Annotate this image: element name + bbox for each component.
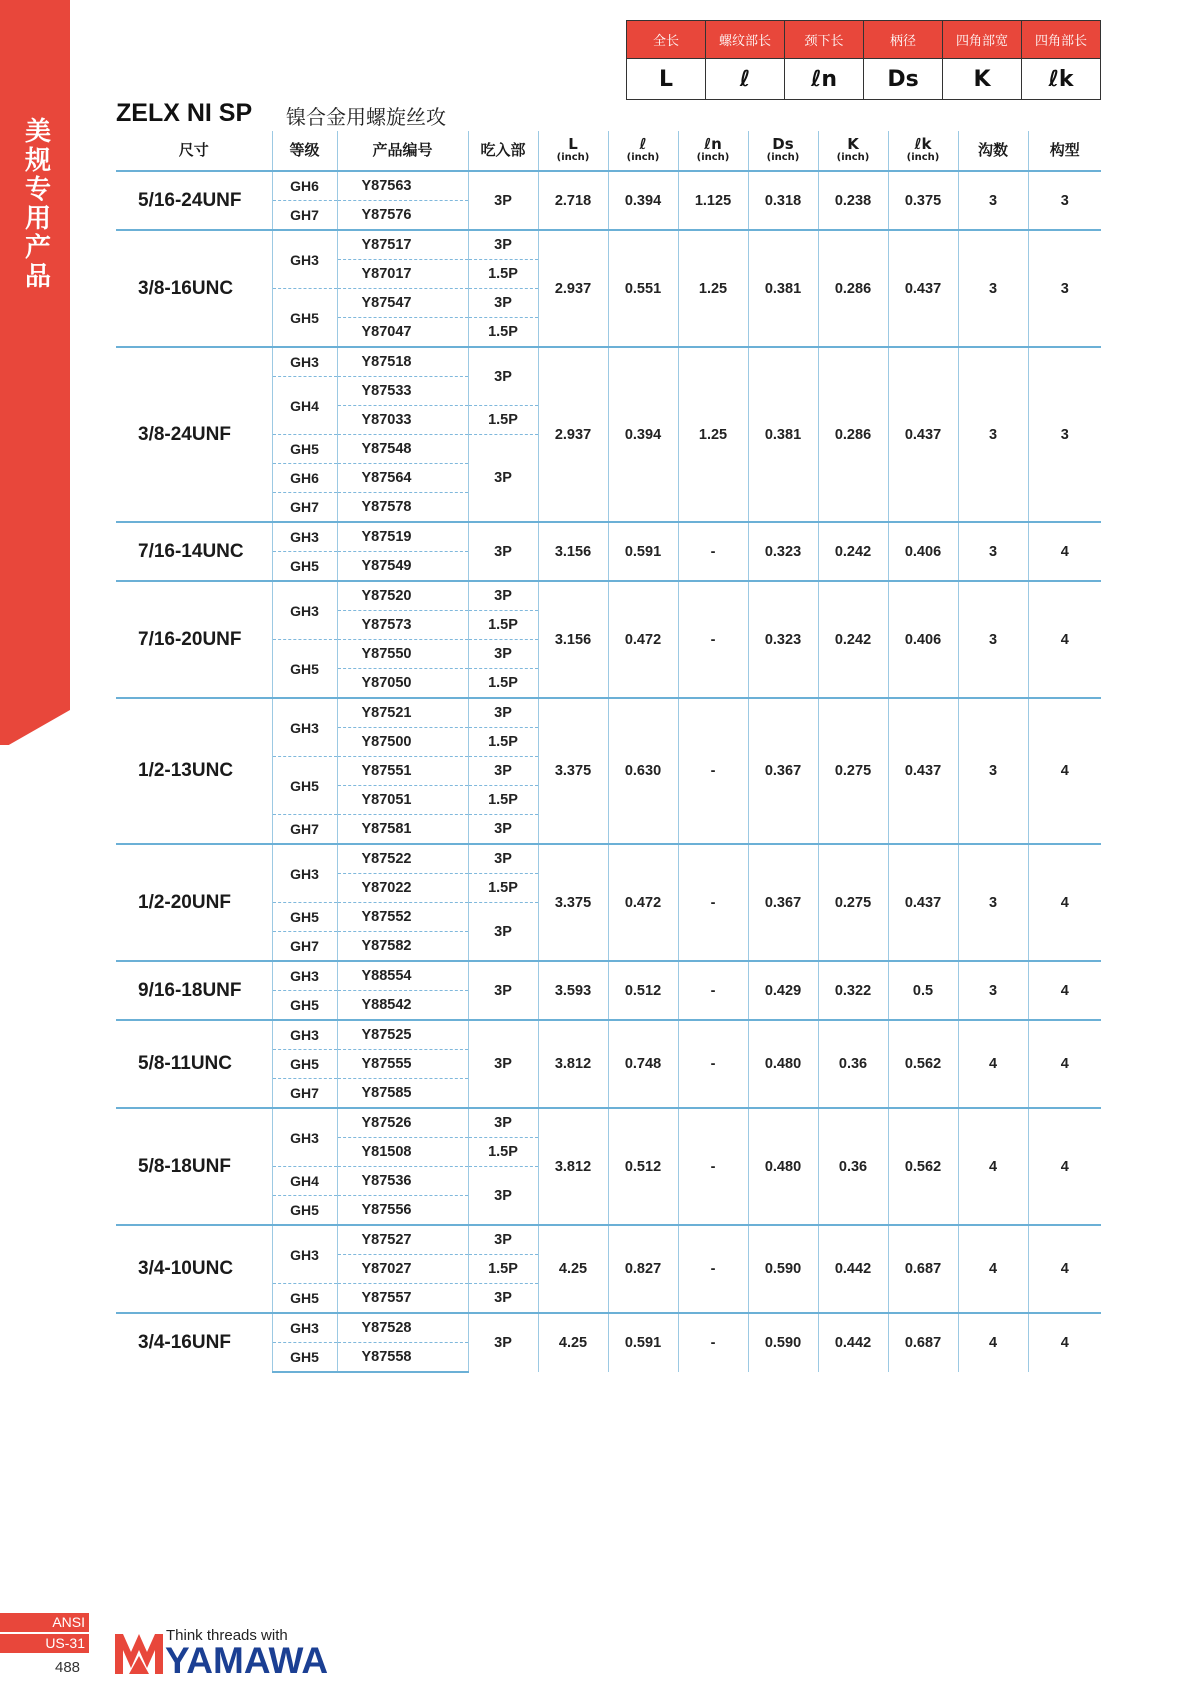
- thread-size: 3/4-10UNC: [116, 1225, 272, 1313]
- chamfer-cell: 1.5P: [468, 669, 538, 699]
- part-number: Y87525: [337, 1020, 468, 1050]
- part-number: Y87557: [337, 1284, 468, 1314]
- column-header-label: K: [847, 134, 859, 153]
- grade-cell: GH5: [272, 903, 337, 932]
- spec-flutes: 3: [958, 230, 1028, 347]
- spec-ds: 0.381: [748, 347, 818, 522]
- part-number: Y87526: [337, 1108, 468, 1138]
- spec-ds: 0.323: [748, 581, 818, 698]
- spec-k: 0.36: [818, 1020, 888, 1108]
- grade-cell: GH6: [272, 171, 337, 201]
- part-number: Y87033: [337, 406, 468, 435]
- ansi-badge: ANSI: [0, 1613, 89, 1632]
- spec-ln: 1.125: [678, 171, 748, 230]
- part-number: Y87549: [337, 552, 468, 582]
- spec-table: [116, 131, 1101, 1373]
- spec-type: 3: [1028, 171, 1101, 230]
- spec-l: 0.591: [608, 1313, 678, 1372]
- spec-l: 2.718: [538, 171, 608, 230]
- spec-type: 4: [1028, 1020, 1101, 1108]
- spec-flutes: 3: [958, 347, 1028, 522]
- column-header: [538, 131, 608, 171]
- grade-cell: GH3: [272, 230, 337, 289]
- spec-ds: 0.429: [748, 961, 818, 1020]
- spec-l: 3.812: [538, 1108, 608, 1225]
- spec-l: 0.472: [608, 581, 678, 698]
- chamfer-cell: 1.5P: [468, 728, 538, 757]
- spec-type: 4: [1028, 961, 1101, 1020]
- spec-l: 0.630: [608, 698, 678, 844]
- part-number: Y87564: [337, 464, 468, 493]
- spec-type: 3: [1028, 230, 1101, 347]
- chamfer-cell: 3P: [468, 1284, 538, 1314]
- grade-cell: GH3: [272, 1313, 337, 1343]
- part-number: Y87050: [337, 669, 468, 699]
- part-number: Y87017: [337, 260, 468, 289]
- table-row: [116, 844, 1101, 874]
- table-row: [116, 347, 1101, 377]
- grade-cell: GH3: [272, 347, 337, 377]
- part-number: Y87517: [337, 230, 468, 260]
- spec-flutes: 4: [958, 1313, 1028, 1372]
- spec-type: 4: [1028, 1313, 1101, 1372]
- grade-cell: GH5: [272, 289, 337, 348]
- table-row: [116, 1225, 1101, 1255]
- part-number: Y81508: [337, 1138, 468, 1167]
- thread-size: 7/16-20UNF: [116, 581, 272, 698]
- chamfer-cell: 1.5P: [468, 611, 538, 640]
- grade-cell: GH5: [272, 552, 337, 582]
- spec-l: 3.812: [538, 1020, 608, 1108]
- table-row: [116, 698, 1101, 728]
- side-tab-text: 美规专用产品: [24, 117, 51, 292]
- spec-k: 0.242: [818, 522, 888, 581]
- spec-l: 0.472: [608, 844, 678, 961]
- column-header: [748, 131, 818, 171]
- part-number: Y87556: [337, 1196, 468, 1226]
- grade-cell: GH7: [272, 1079, 337, 1109]
- grade-cell: GH3: [272, 698, 337, 757]
- side-tab-shape: [0, 0, 70, 745]
- chamfer-cell: 3P: [468, 844, 538, 874]
- legend-header: 全长: [627, 21, 706, 59]
- brand-tagline: Think threads with: [166, 1627, 288, 1644]
- column-header-label: L: [568, 134, 578, 153]
- part-number: Y87536: [337, 1167, 468, 1196]
- table-row: [116, 1108, 1101, 1138]
- grade-cell: GH7: [272, 932, 337, 962]
- column-header: [337, 131, 468, 171]
- grade-cell: GH3: [272, 844, 337, 903]
- column-header-unit: (inch): [696, 151, 730, 163]
- part-number: Y87051: [337, 786, 468, 815]
- grade-cell: GH5: [272, 1050, 337, 1079]
- product-subtitle: 镍合金用螺旋丝攻: [286, 105, 446, 129]
- spec-lk: 0.687: [888, 1313, 958, 1372]
- column-header: [958, 131, 1028, 171]
- table-row: [116, 230, 1101, 260]
- grade-cell: GH7: [272, 815, 337, 845]
- column-header-unit: (inch): [836, 151, 870, 163]
- spec-ln: 1.25: [678, 230, 748, 347]
- grade-cell: GH5: [272, 1343, 337, 1373]
- spec-l: 3.156: [538, 522, 608, 581]
- spec-k: 0.286: [818, 230, 888, 347]
- spec-k: 0.275: [818, 698, 888, 844]
- part-number: Y87533: [337, 377, 468, 406]
- chamfer-cell: 3P: [468, 903, 538, 962]
- spec-ln: -: [678, 1225, 748, 1313]
- spec-l: 3.156: [538, 581, 608, 698]
- spec-lk: 0.687: [888, 1225, 958, 1313]
- legend-header: 螺纹部长: [706, 21, 785, 59]
- column-header: [272, 131, 337, 171]
- spec-flutes: 3: [958, 844, 1028, 961]
- column-header: [818, 131, 888, 171]
- chamfer-cell: 3P: [468, 1020, 538, 1108]
- column-header-label: 沟数: [977, 141, 1008, 159]
- column-header-label: Ds: [772, 134, 794, 153]
- part-number: Y87578: [337, 493, 468, 523]
- chamfer-cell: 3P: [468, 522, 538, 581]
- column-header: [608, 131, 678, 171]
- spec-lk: 0.437: [888, 844, 958, 961]
- part-number: Y87563: [337, 171, 468, 201]
- table-row: [116, 1020, 1101, 1050]
- legend-symbol: ℓk: [1022, 59, 1101, 100]
- chamfer-cell: 3P: [468, 815, 538, 845]
- part-number: Y87552: [337, 903, 468, 932]
- column-header: [1028, 131, 1101, 171]
- column-header: [116, 131, 272, 171]
- chamfer-cell: 3P: [468, 435, 538, 523]
- grade-cell: GH5: [272, 1284, 337, 1314]
- spec-k: 0.442: [818, 1313, 888, 1372]
- spec-flutes: 4: [958, 1108, 1028, 1225]
- spec-ln: -: [678, 581, 748, 698]
- spec-k: 0.238: [818, 171, 888, 230]
- column-header-label: ℓ: [639, 134, 647, 153]
- chamfer-cell: 1.5P: [468, 1255, 538, 1284]
- legend-symbol: ℓn: [785, 59, 864, 100]
- column-header: [888, 131, 958, 171]
- part-number: Y87527: [337, 1225, 468, 1255]
- spec-type: 4: [1028, 844, 1101, 961]
- column-header: [678, 131, 748, 171]
- part-number: Y87522: [337, 844, 468, 874]
- legend-symbol: L: [627, 59, 706, 100]
- spec-flutes: 3: [958, 171, 1028, 230]
- grade-cell: GH3: [272, 1225, 337, 1284]
- chamfer-cell: 3P: [468, 1225, 538, 1255]
- legend-header: 四角部长: [1022, 21, 1101, 59]
- spec-type: 3: [1028, 347, 1101, 522]
- part-number: Y88554: [337, 961, 468, 991]
- grade-cell: GH4: [272, 377, 337, 435]
- spec-l: 0.512: [608, 961, 678, 1020]
- legend-symbol: ℓ: [706, 59, 785, 100]
- thread-size: 1/2-20UNF: [116, 844, 272, 961]
- grade-cell: GH4: [272, 1167, 337, 1196]
- table-row: [116, 522, 1101, 552]
- spec-type: 4: [1028, 522, 1101, 581]
- grade-cell: GH6: [272, 464, 337, 493]
- spec-l: 0.551: [608, 230, 678, 347]
- column-header-label: 吃入部: [480, 141, 526, 159]
- spec-k: 0.275: [818, 844, 888, 961]
- part-number: Y87550: [337, 640, 468, 669]
- spec-flutes: 4: [958, 1020, 1028, 1108]
- spec-ds: 0.590: [748, 1225, 818, 1313]
- legend-symbol: K: [943, 59, 1022, 100]
- spec-l: 0.827: [608, 1225, 678, 1313]
- spec-l: 0.748: [608, 1020, 678, 1108]
- legend-header: 颈下长: [785, 21, 864, 59]
- part-number: Y87047: [337, 318, 468, 348]
- spec-l: 2.937: [538, 230, 608, 347]
- part-number: Y87581: [337, 815, 468, 845]
- grade-cell: GH3: [272, 1020, 337, 1050]
- spec-l: 0.591: [608, 522, 678, 581]
- grade-cell: GH5: [272, 1196, 337, 1226]
- chamfer-cell: 3P: [468, 698, 538, 728]
- spec-k: 0.322: [818, 961, 888, 1020]
- chamfer-cell: 3P: [468, 347, 538, 406]
- spec-flutes: 3: [958, 522, 1028, 581]
- thread-size: 3/8-24UNF: [116, 347, 272, 522]
- spec-ds: 0.367: [748, 844, 818, 961]
- spec-l: 0.394: [608, 171, 678, 230]
- spec-ds: 0.381: [748, 230, 818, 347]
- spec-lk: 0.437: [888, 230, 958, 347]
- spec-ln: -: [678, 1020, 748, 1108]
- spec-l: 3.593: [538, 961, 608, 1020]
- grade-cell: GH7: [272, 493, 337, 523]
- spec-ln: -: [678, 1313, 748, 1372]
- column-header-label: 产品编号: [372, 141, 433, 159]
- spec-lk: 0.437: [888, 347, 958, 522]
- grade-cell: GH5: [272, 991, 337, 1021]
- grade-cell: GH7: [272, 201, 337, 231]
- column-header-label: 等级: [289, 141, 320, 159]
- column-header-unit: (inch): [556, 151, 590, 163]
- part-number: Y87573: [337, 611, 468, 640]
- grade-cell: GH3: [272, 522, 337, 552]
- column-header-unit: (inch): [626, 151, 660, 163]
- product-title: ZELX NI SP: [116, 99, 253, 127]
- spec-ds: 0.323: [748, 522, 818, 581]
- chamfer-cell: 3P: [468, 1167, 538, 1226]
- brand-name: YAMAWA: [165, 1640, 329, 1681]
- part-number: Y87555: [337, 1050, 468, 1079]
- part-number: Y87500: [337, 728, 468, 757]
- part-number: Y87521: [337, 698, 468, 728]
- thread-size: 7/16-14UNC: [116, 522, 272, 581]
- chamfer-cell: 1.5P: [468, 786, 538, 815]
- part-number: Y87027: [337, 1255, 468, 1284]
- table-row: [116, 171, 1101, 201]
- column-header-unit: (inch): [906, 151, 940, 163]
- grade-cell: GH5: [272, 757, 337, 815]
- column-header-unit: (inch): [766, 151, 800, 163]
- grade-cell: GH5: [272, 640, 337, 699]
- chamfer-cell: 3P: [468, 1108, 538, 1138]
- part-number: Y87576: [337, 201, 468, 231]
- chamfer-cell: 1.5P: [468, 318, 538, 348]
- spec-type: 4: [1028, 581, 1101, 698]
- spec-ln: -: [678, 1108, 748, 1225]
- dimension-legend: [626, 20, 1101, 100]
- spec-ln: -: [678, 698, 748, 844]
- spec-type: 4: [1028, 1108, 1101, 1225]
- legend-header: 柄径: [864, 21, 943, 59]
- spec-k: 0.286: [818, 347, 888, 522]
- legend-symbol: Ds: [864, 59, 943, 100]
- spec-lk: 0.437: [888, 698, 958, 844]
- spec-lk: 0.375: [888, 171, 958, 230]
- part-number: Y87520: [337, 581, 468, 611]
- grade-cell: GH5: [272, 435, 337, 464]
- part-number: Y87518: [337, 347, 468, 377]
- column-header-label: 构型: [1049, 141, 1080, 159]
- chamfer-cell: 3P: [468, 230, 538, 260]
- grade-cell: GH3: [272, 1108, 337, 1167]
- spec-k: 0.242: [818, 581, 888, 698]
- side-tab: [0, 0, 70, 745]
- part-number: Y87558: [337, 1343, 468, 1373]
- spec-l: 4.25: [538, 1313, 608, 1372]
- spec-lk: 0.5: [888, 961, 958, 1020]
- part-number: Y87548: [337, 435, 468, 464]
- column-header: [468, 131, 538, 171]
- spec-l: 4.25: [538, 1225, 608, 1313]
- part-number: Y87547: [337, 289, 468, 318]
- spec-ln: 1.25: [678, 347, 748, 522]
- part-number: Y88542: [337, 991, 468, 1021]
- spec-flutes: 3: [958, 698, 1028, 844]
- thread-size: 5/8-11UNC: [116, 1020, 272, 1108]
- page-number: 488: [55, 1659, 81, 1676]
- part-number: Y87585: [337, 1079, 468, 1109]
- spec-ds: 0.367: [748, 698, 818, 844]
- chamfer-cell: 3P: [468, 581, 538, 611]
- spec-l: 3.375: [538, 844, 608, 961]
- grade-cell: GH3: [272, 961, 337, 991]
- chamfer-cell: 3P: [468, 171, 538, 230]
- table-row: [116, 581, 1101, 611]
- spec-type: 4: [1028, 1225, 1101, 1313]
- spec-l: 2.937: [538, 347, 608, 522]
- thread-size: 5/8-18UNF: [116, 1108, 272, 1225]
- spec-ds: 0.590: [748, 1313, 818, 1372]
- part-number: Y87022: [337, 874, 468, 903]
- spec-lk: 0.406: [888, 522, 958, 581]
- spec-lk: 0.406: [888, 581, 958, 698]
- chamfer-cell: 1.5P: [468, 1138, 538, 1167]
- spec-ln: -: [678, 961, 748, 1020]
- thread-size: 3/8-16UNC: [116, 230, 272, 347]
- part-number: Y87519: [337, 522, 468, 552]
- part-number: Y87551: [337, 757, 468, 786]
- part-number: Y87582: [337, 932, 468, 962]
- chamfer-cell: 1.5P: [468, 260, 538, 289]
- chamfer-cell: 3P: [468, 1313, 538, 1372]
- chamfer-cell: 3P: [468, 757, 538, 786]
- spec-l: 3.375: [538, 698, 608, 844]
- table-row: [116, 1313, 1101, 1343]
- chamfer-cell: 3P: [468, 289, 538, 318]
- column-header-label: ℓk: [914, 134, 932, 153]
- chamfer-cell: 3P: [468, 961, 538, 1020]
- spec-flutes: 3: [958, 961, 1028, 1020]
- thread-size: 1/2-13UNC: [116, 698, 272, 844]
- spec-l: 0.394: [608, 347, 678, 522]
- column-header-label: 尺寸: [178, 141, 209, 159]
- spec-flutes: 4: [958, 1225, 1028, 1313]
- part-number: Y87528: [337, 1313, 468, 1343]
- chamfer-cell: 3P: [468, 640, 538, 669]
- yamawa-logo-icon: [115, 1630, 163, 1674]
- thread-size: 9/16-18UNF: [116, 961, 272, 1020]
- thread-size: 3/4-16UNF: [116, 1313, 272, 1372]
- grade-cell: GH3: [272, 581, 337, 640]
- spec-k: 0.36: [818, 1108, 888, 1225]
- spec-ln: -: [678, 522, 748, 581]
- column-header-label: ℓn: [704, 134, 722, 153]
- table-row: [116, 961, 1101, 991]
- spec-ds: 0.480: [748, 1108, 818, 1225]
- spec-ds: 0.480: [748, 1020, 818, 1108]
- spec-lk: 0.562: [888, 1108, 958, 1225]
- spec-flutes: 3: [958, 581, 1028, 698]
- spec-ds: 0.318: [748, 171, 818, 230]
- spec-l: 0.512: [608, 1108, 678, 1225]
- thread-size: 5/16-24UNF: [116, 171, 272, 230]
- spec-k: 0.442: [818, 1225, 888, 1313]
- chamfer-cell: 1.5P: [468, 874, 538, 903]
- spec-ln: -: [678, 844, 748, 961]
- chamfer-cell: 1.5P: [468, 406, 538, 435]
- legend-header: 四角部宽: [943, 21, 1022, 59]
- spec-lk: 0.562: [888, 1020, 958, 1108]
- section-badge: US-31: [0, 1634, 89, 1653]
- spec-type: 4: [1028, 698, 1101, 844]
